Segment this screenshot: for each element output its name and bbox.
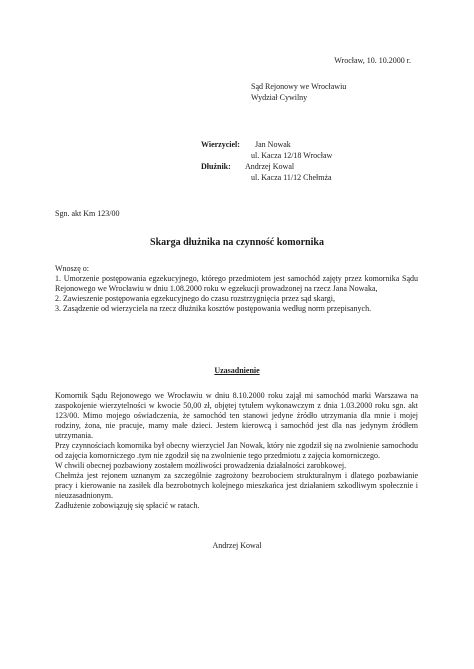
document-title: Skarga dłużnika na czynność komornika [150,237,324,248]
plea-section [55,264,418,314]
creditor-address: ul. Kacza 12/18 Wrocław [251,151,333,160]
justification-paragraph-4: Chełmża jest rejonem uznanym za szczególnie zagrożony bezrobociem strukturalnym i dlatego pozbawianie pracy i kierowanie na zasiłek dla bezrobotnych kolejnego mieszkańca jest działaniem szkodliwym społecznie i nieuzasadnionym. [55,471,418,500]
justification-heading: Uzasadnienie [214,366,260,375]
justification-paragraph-3: W chwili obecnej pozbawiony zostałem możliwości prowadzenia działalności zarobkowej. [55,461,347,470]
plea-item-2: 2. Zawieszenie postępowania egzekucyjnego do czasu rozstrzygnięcia przez sąd skargi, [55,294,335,303]
debtor-name: Andrzej Kowal [245,162,295,171]
plea-item-3: 3. Zasądzenie od wierzyciela na rzecz dłużnika kosztów postępowania według norm przepisanych. [55,304,372,313]
justification-paragraph-1: Komornik Sądu Rejonowego we Wrocławiu w dniu 8.10.2000 roku zajął mi samochód marki Warszawa na zaspokojenie wierzytelności w kwocie 50,00 zł, objętej tytułem wykonawczym z dnia 1.03.2000 roku sgn. akt 123/00. Mimo mojego oświadczenia, że samochód ten stanowi jedyne źródło utrzymania dla mnie i mojej rodziny, żona, nie pracuje, mamy małe dzieci. Jestem kierowcą i samochód jest dla nas jedynym źródłem utrzymania. [55,391,418,440]
case-signature: Sgn. akt Km 123/00 [55,209,120,218]
debtor-address: ul. Kacza 11/12 Chełmża [251,173,332,182]
justification-paragraph-5: Zadłużenie zobowiązuję się spłacić w ratach. [55,501,200,510]
plea-item-1: 1. Umorzenie postępowania egzekucyjnego, którego przedmiotem jest samochód zajęty przez komornika Sądu Rejonowego we Wrocławiu w dniu 1.08.2000 roku w egzekucji prowadzonej na rzecz Jana Nowaka, [55,274,418,293]
date-line: Wrocław, 10. 10.2000 r. [334,56,411,65]
signature: Andrzej Kowal [212,541,262,550]
justification-paragraph-2: Przy czynnościach komornika był obecny wierzyciel Jan Nowak, który nie zgodził się na zwolnienie samochodu od zajęcia komorniczego .tym nie zgodził się na zwolnienie tego przedmiotu z zajęcia komorniczego. [55,441,418,460]
court-department: Wydział Cywilny [251,92,308,102]
court-name: Sąd Rejonowy we Wrocławiu [251,82,347,91]
creditor-name: Jan Nowak [255,140,291,149]
court-address [251,82,346,103]
plea-intro: Wnoszę o: [55,264,89,273]
debtor-label: Dłużnik: [201,162,231,171]
creditor-label: Wierzyciel: [201,140,240,149]
justification-section [55,391,418,511]
